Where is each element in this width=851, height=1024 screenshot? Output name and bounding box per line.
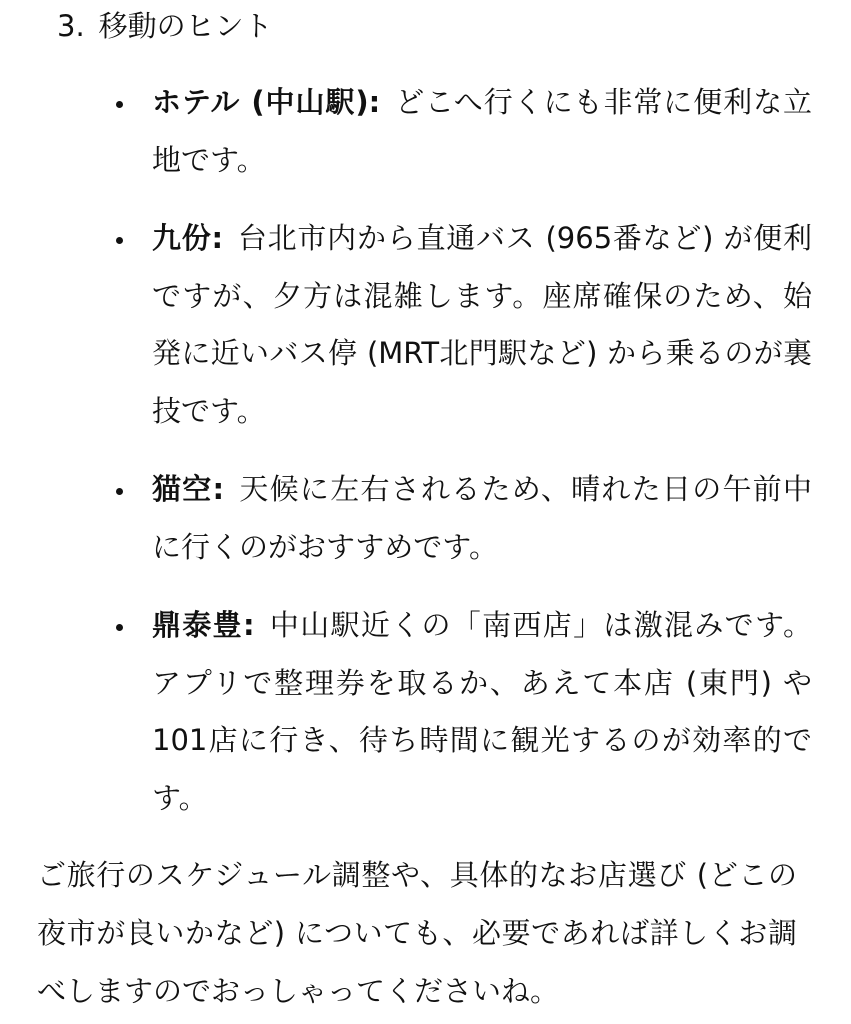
bullet-icon bbox=[116, 488, 123, 495]
list-item bbox=[0, 461, 812, 576]
list-item bbox=[0, 74, 812, 189]
bullet-icon bbox=[116, 101, 123, 108]
tip-term: 猫空 bbox=[152, 472, 213, 506]
section-heading bbox=[57, 0, 273, 52]
tip-text: どこへ行くにも非常に便利な立地です。 bbox=[152, 85, 813, 177]
list-item bbox=[0, 210, 812, 440]
section-number: 3. bbox=[57, 9, 85, 43]
tip-separator: : bbox=[368, 85, 381, 119]
section-title: 移動のヒント bbox=[98, 9, 273, 43]
bullet-icon bbox=[116, 237, 123, 244]
tip-separator: : bbox=[242, 608, 255, 642]
tip-text: 天候に左右されるため、晴れた日の午前中に行くのがおすすめです。 bbox=[152, 472, 812, 564]
tip-separator: : bbox=[211, 221, 224, 255]
tip-term: ホテル (中山駅) bbox=[152, 85, 369, 119]
tip-term: 九份 bbox=[152, 221, 212, 255]
tip-term: 鼎泰豊 bbox=[152, 608, 243, 642]
bullet-icon bbox=[116, 624, 123, 631]
tip-text: 台北市内から直通バス (965番など) が便利ですが、夕方は混雑します。座席確保のため、始発に近いバス停 (MRT北門駅など) から乗るのが裏技です。 bbox=[152, 221, 812, 428]
closing-paragraph: ご旅行のスケジュール調整や、具体的なお店選び (どこの夜市が良いかなど) についても、必要であれば詳しくお調べしますのでおっしゃってくださいね。 bbox=[37, 858, 797, 1008]
tip-text: 中山駅近くの「南西店」は激混みです。アプリで整理券を取るか、あえて本店 (東門) や101店に行き、待ち時間に観光するのが効率的です。 bbox=[152, 608, 812, 815]
tips-list bbox=[0, 74, 851, 848]
tip-separator: : bbox=[212, 472, 225, 506]
list-item bbox=[0, 597, 812, 827]
